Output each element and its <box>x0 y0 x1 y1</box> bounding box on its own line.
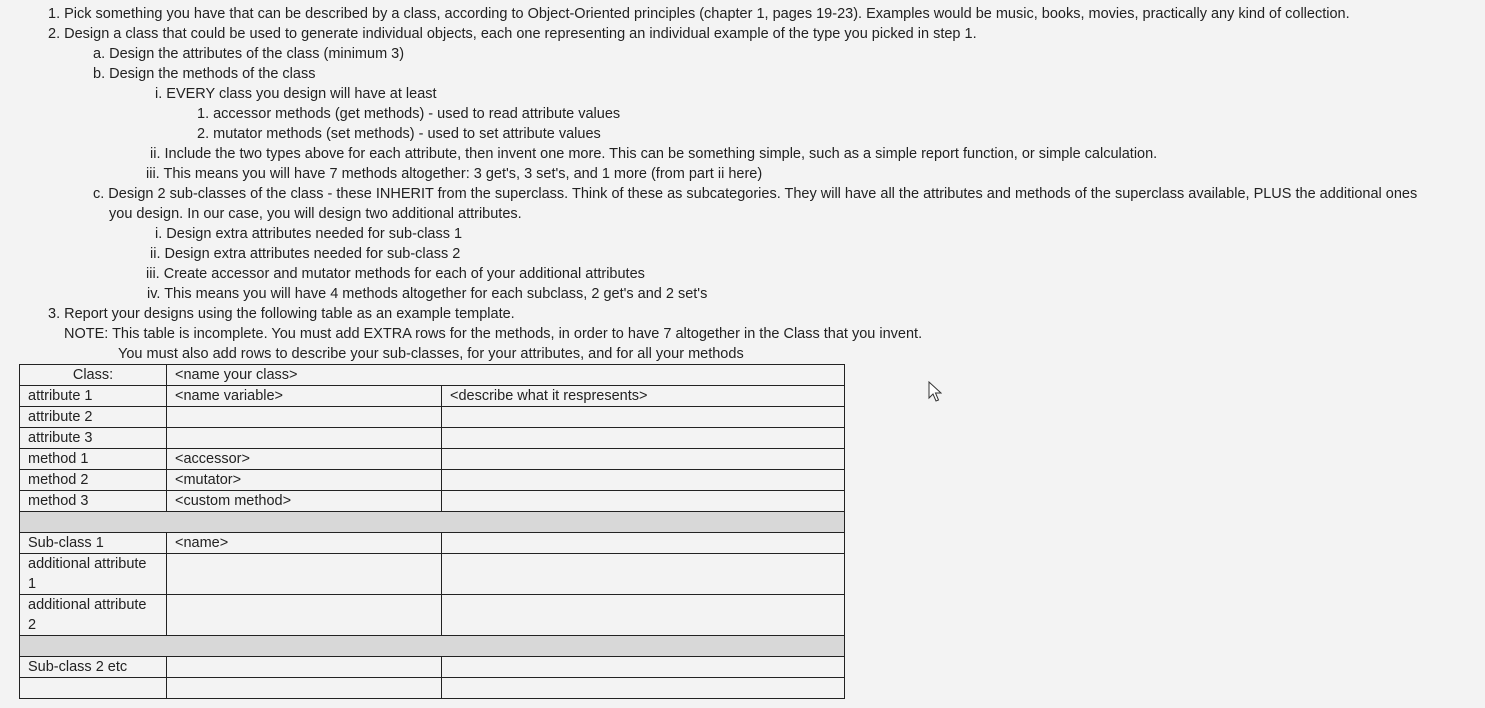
table-row <box>20 470 845 491</box>
empty-cell <box>167 595 442 636</box>
step-1: 1. Pick something you have that can be described by a class, according to Object-Oriented principles (chapter 1, pages 19-23). Examples would be music, books, movies, practically any kind of collection. <box>48 6 1350 22</box>
attribute-1-description: <describe what it respresents> <box>442 386 845 407</box>
step-2b-i-1: 1. accessor methods (get methods) - used to read attribute values <box>197 106 621 122</box>
empty-cell <box>442 470 845 491</box>
empty-cell <box>167 407 442 428</box>
additional-attribute-1-label: additional attribute 1 <box>20 554 167 595</box>
step-2c-line2: you design. In our case, you will design two additional attributes. <box>109 206 522 222</box>
method-1-value: <accessor> <box>167 449 442 470</box>
step-2b-i: i. EVERY class you design will have at least <box>155 86 437 102</box>
empty-cell <box>442 533 845 554</box>
attribute-2-label: attribute 2 <box>20 407 167 428</box>
step-2c-ii: ii. Design extra attributes needed for sub-class 2 <box>150 246 461 262</box>
step-2c-iv: iv. This means you will have 4 methods altogether for each subclass, 2 get's and 2 set's <box>147 286 708 302</box>
method-3-label: method 3 <box>20 491 167 512</box>
empty-cell <box>442 657 845 678</box>
table-row <box>20 595 845 636</box>
class-design-table <box>19 364 845 699</box>
empty-cell <box>167 678 442 699</box>
empty-cell <box>442 407 845 428</box>
table-row <box>20 407 845 428</box>
table-row <box>20 491 845 512</box>
attribute-3-label: attribute 3 <box>20 428 167 449</box>
table-row <box>20 678 845 699</box>
empty-cell <box>442 595 845 636</box>
empty-cell <box>442 428 845 449</box>
class-label-cell: Class: <box>20 365 167 386</box>
attribute-1-variable: <name variable> <box>167 386 442 407</box>
note-line-2: You must also add rows to describe your sub-classes, for your attributes, and for all your methods <box>118 346 744 362</box>
step-2b-i-2: 2. mutator methods (set methods) - used to set attribute values <box>197 126 601 142</box>
step-2b-ii: ii. Include the two types above for each attribute, then invent one more. This can be something simple, such as a simple report function, or simple calculation. <box>150 146 1158 162</box>
subclass-1-name: <name> <box>167 533 442 554</box>
method-3-value: <custom method> <box>167 491 442 512</box>
step-2: 2. Design a class that could be used to generate individual objects, each one representing an individual example of the type you picked in step 1. <box>48 26 977 42</box>
step-2a: a. Design the attributes of the class (minimum 3) <box>93 46 405 62</box>
step-2b-iii: iii. This means you will have 7 methods altogether: 3 get's, 3 set's, and 1 more (from part ii here) <box>146 166 763 182</box>
table-row <box>20 386 845 407</box>
empty-cell <box>20 678 167 699</box>
separator-row <box>20 636 845 657</box>
step-3: 3. Report your designs using the following table as an example template. <box>48 306 515 322</box>
subclass-2-label: Sub-class 2 etc <box>20 657 167 678</box>
table-row <box>20 554 845 595</box>
table-row <box>20 365 845 386</box>
empty-cell <box>167 657 442 678</box>
method-2-value: <mutator> <box>167 470 442 491</box>
empty-cell <box>442 491 845 512</box>
table-row <box>20 657 845 678</box>
attribute-1-label: attribute 1 <box>20 386 167 407</box>
table-row <box>20 533 845 554</box>
subclass-1-label: Sub-class 1 <box>20 533 167 554</box>
method-1-label: method 1 <box>20 449 167 470</box>
note-line-1: NOTE: This table is incomplete. You must add EXTRA rows for the methods, in order to have 7 altogether in the Class that you invent. <box>64 326 923 342</box>
step-2b: b. Design the methods of the class <box>93 66 316 82</box>
additional-attribute-2-label: additional attribute 2 <box>20 595 167 636</box>
step-2c-iii: iii. Create accessor and mutator methods for each of your additional attributes <box>146 266 645 282</box>
separator-cell <box>20 512 845 533</box>
empty-cell <box>167 554 442 595</box>
step-2c-line1: c. Design 2 sub-classes of the class - these INHERIT from the superclass. Think of these as subcategories. They will have all the attributes and methods of the superclass available, PLUS the additional ones <box>93 186 1418 202</box>
empty-cell <box>442 449 845 470</box>
class-name-cell: <name your class> <box>167 365 845 386</box>
table-row <box>20 449 845 470</box>
separator-cell <box>20 636 845 657</box>
separator-row <box>20 512 845 533</box>
empty-cell <box>442 554 845 595</box>
step-2c-i: i. Design extra attributes needed for sub-class 1 <box>155 226 463 242</box>
empty-cell <box>167 428 442 449</box>
method-2-label: method 2 <box>20 470 167 491</box>
empty-cell <box>442 678 845 699</box>
table-row <box>20 428 845 449</box>
mouse-cursor-icon <box>928 381 942 403</box>
